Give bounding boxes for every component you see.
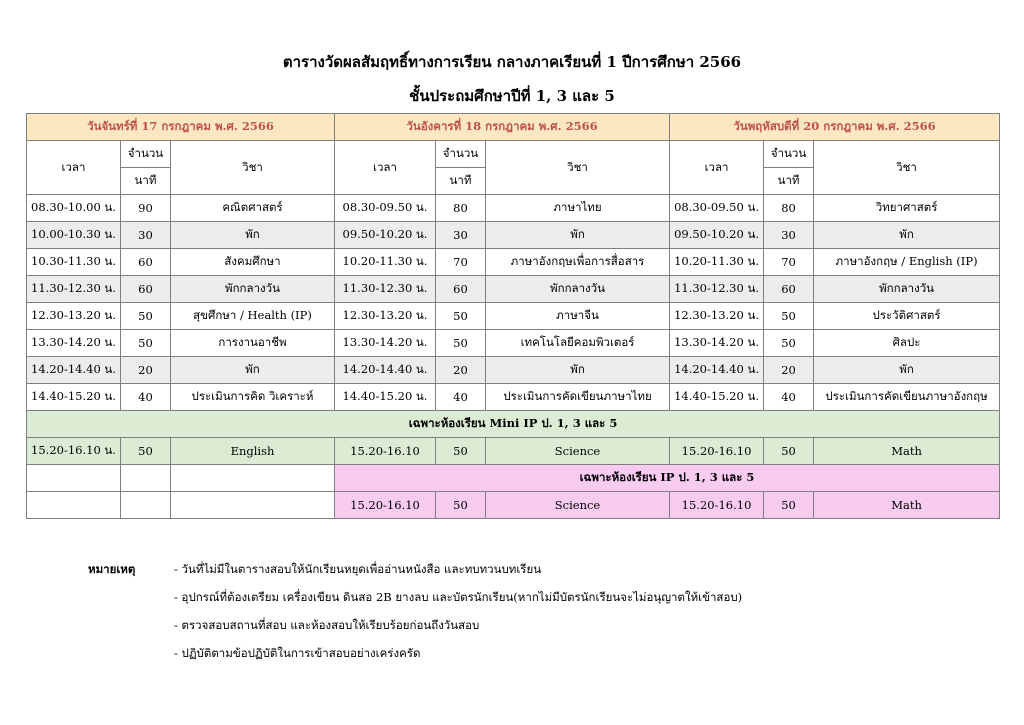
cell-time: 11.30-12.30 น. [335, 276, 436, 303]
cell-time: 09.50-10.20 น. [670, 222, 764, 249]
col-header-minutes: จำนวน [121, 141, 171, 168]
cell-time: 08.30-10.00 น. [27, 195, 121, 222]
cell-minutes: 60 [436, 276, 486, 303]
schedule-row [27, 276, 1000, 303]
cell-subject: Science [486, 492, 670, 519]
cell-minutes: 40 [121, 384, 171, 411]
col-header-minutes-unit: นาที [121, 168, 171, 195]
empty-cell [171, 492, 335, 519]
cell-time: 10.20-11.30 น. [670, 249, 764, 276]
cell-subject: พัก [486, 357, 670, 384]
cell-time: 08.30-09.50 น. [335, 195, 436, 222]
empty-cell [27, 492, 121, 519]
cell-time: 09.50-10.20 น. [335, 222, 436, 249]
cell-time: 13.30-14.20 น. [27, 330, 121, 357]
ip-heading: เฉพาะห้องเรียน IP ป. 1, 3 และ 5 [335, 465, 1000, 492]
cell-subject: ภาษาไทย [486, 195, 670, 222]
col-header-minutes-unit: นาที [436, 168, 486, 195]
cell-time: 12.30-13.20 น. [27, 303, 121, 330]
cell-minutes: 40 [764, 384, 814, 411]
cell-subject: สุขศึกษา / Health (IP) [171, 303, 335, 330]
empty-cell [121, 465, 171, 492]
mini-ip-heading-row [27, 411, 1000, 438]
cell-subject: พัก [814, 222, 1000, 249]
cell-minutes: 30 [436, 222, 486, 249]
cell-minutes: 50 [121, 330, 171, 357]
cell-minutes: 50 [436, 330, 486, 357]
cell-subject: ภาษาจีน [486, 303, 670, 330]
cell-minutes: 80 [764, 195, 814, 222]
cell-time: 11.30-12.30 น. [670, 276, 764, 303]
cell-time: 10.30-11.30 น. [27, 249, 121, 276]
cell-time: 12.30-13.20 น. [335, 303, 436, 330]
cell-time: 13.30-14.20 น. [335, 330, 436, 357]
day-header: วันอังคารที่ 18 กรกฎาคม พ.ศ. 2566 [335, 114, 670, 141]
cell-subject: พักกลางวัน [171, 276, 335, 303]
exam-schedule-table [26, 113, 1000, 519]
col-header-minutes-unit: นาที [764, 168, 814, 195]
cell-minutes: 80 [436, 195, 486, 222]
col-header-time: เวลา [27, 141, 121, 195]
cell-subject: สังคมศึกษา [171, 249, 335, 276]
cell-time: 14.40-15.20 น. [335, 384, 436, 411]
cell-minutes: 50 [764, 303, 814, 330]
note-item: - ปฏิบัติตามข้อปฏิบัติในการเข้าสอบอย่างเคร่งครัด [174, 646, 421, 660]
schedule-row [27, 384, 1000, 411]
cell-time: 14.40-15.20 น. [27, 384, 121, 411]
document-subtitle: ชั้นประถมศึกษาปีที่ 1, 3 และ 5 [409, 87, 615, 105]
document-title: ตารางวัดผลสัมฤทธิ์ทางการเรียน กลางภาคเรียนที่ 1 ปีการศึกษา 2566 [282, 53, 742, 71]
cell-minutes: 20 [436, 357, 486, 384]
cell-subject: พักกลางวัน [814, 276, 1000, 303]
col-header-subject: วิชา [486, 141, 670, 195]
empty-cell [27, 465, 121, 492]
cell-time: 11.30-12.30 น. [27, 276, 121, 303]
schedule-row [27, 330, 1000, 357]
cell-subject: วิทยาศาสตร์ [814, 195, 1000, 222]
cell-time: 15.20-16.10 น. [27, 438, 121, 465]
day-header: วันพฤหัสบดีที่ 20 กรกฎาคม พ.ศ. 2566 [670, 114, 1000, 141]
cell-time: 15.20-16.10 [335, 438, 436, 465]
col-header-time: เวลา [670, 141, 764, 195]
cell-minutes: 50 [764, 330, 814, 357]
cell-minutes: 50 [436, 492, 486, 519]
cell-subject: ประเมินการคัดเขียนภาษาไทย [486, 384, 670, 411]
cell-minutes: 30 [121, 222, 171, 249]
cell-minutes: 60 [764, 276, 814, 303]
cell-time: 12.30-13.20 น. [670, 303, 764, 330]
cell-subject: ภาษาอังกฤษ / English (IP) [814, 249, 1000, 276]
cell-subject: ประเมินการคัดเขียนภาษาอังกฤษ [814, 384, 1000, 411]
cell-subject: พัก [814, 357, 1000, 384]
col-header-subject: วิชา [814, 141, 1000, 195]
mini-ip-row [27, 438, 1000, 465]
cell-time: 14.20-14.40 น. [335, 357, 436, 384]
cell-subject: ศิลปะ [814, 330, 1000, 357]
cell-subject: ประวัติศาสตร์ [814, 303, 1000, 330]
cell-time: 15.20-16.10 [670, 492, 764, 519]
cell-time: 15.20-16.10 [670, 438, 764, 465]
cell-minutes: 50 [121, 303, 171, 330]
notes-label: หมายเหตุ [88, 562, 136, 576]
note-item: - อุปกรณ์ที่ต้องเตรียม เครื่องเขียน ดินสอ 2B ยางลบ และบัตรนักเรียน(หากไม่มีบัตรนักเรียนจะไม่อนุญาตให้เข้าสอบ) [174, 590, 743, 604]
cell-minutes: 90 [121, 195, 171, 222]
cell-time: 14.40-15.20 น. [670, 384, 764, 411]
cell-subject: พักกลางวัน [486, 276, 670, 303]
cell-subject: การงานอาชีพ [171, 330, 335, 357]
cell-minutes: 70 [764, 249, 814, 276]
note-item: - ตรวจสอบสถานที่สอบ และห้องสอบให้เรียบร้อยก่อนถึงวันสอบ [174, 618, 480, 632]
cell-subject: พัก [171, 222, 335, 249]
cell-subject: เทคโนโลยีคอมพิวเตอร์ [486, 330, 670, 357]
cell-minutes: 20 [764, 357, 814, 384]
cell-time: 14.20-14.40 น. [27, 357, 121, 384]
cell-time: 10.00-10.30 น. [27, 222, 121, 249]
cell-minutes: 60 [121, 249, 171, 276]
ip-row [27, 492, 1000, 519]
cell-minutes: 50 [436, 438, 486, 465]
ip-heading-row [27, 465, 1000, 492]
cell-subject: Science [486, 438, 670, 465]
cell-minutes: 30 [764, 222, 814, 249]
col-header-minutes: จำนวน [764, 141, 814, 168]
day-header: วันจันทร์ที่ 17 กรกฎาคม พ.ศ. 2566 [27, 114, 335, 141]
cell-subject: พัก [486, 222, 670, 249]
cell-time: 10.20-11.30 น. [335, 249, 436, 276]
mini-ip-heading: เฉพาะห้องเรียน Mini IP ป. 1, 3 และ 5 [27, 411, 1000, 438]
col-header-subject: วิชา [171, 141, 335, 195]
cell-subject: English [171, 438, 335, 465]
cell-subject: ประเมินการคิด วิเคราะห์ [171, 384, 335, 411]
cell-subject: Math [814, 438, 1000, 465]
cell-minutes: 60 [121, 276, 171, 303]
empty-cell [171, 465, 335, 492]
col-header-time: เวลา [335, 141, 436, 195]
cell-subject: คณิตศาสตร์ [171, 195, 335, 222]
schedule-row [27, 357, 1000, 384]
col-header-minutes: จำนวน [436, 141, 486, 168]
cell-subject: พัก [171, 357, 335, 384]
schedule-row [27, 249, 1000, 276]
cell-time: 14.20-14.40 น. [670, 357, 764, 384]
note-item: - วันที่ไม่มีในตารางสอบให้นักเรียนหยุดเพื่ออ่านหนังสือ และทบทวนบทเรียน [174, 562, 542, 576]
notes-list [174, 555, 742, 667]
empty-cell [121, 492, 171, 519]
cell-time: 08.30-09.50 น. [670, 195, 764, 222]
cell-subject: Math [814, 492, 1000, 519]
day-header-row [27, 114, 1000, 141]
cell-minutes: 50 [436, 303, 486, 330]
schedule-row [27, 195, 1000, 222]
cell-minutes: 70 [436, 249, 486, 276]
cell-minutes: 50 [121, 438, 171, 465]
cell-time: 15.20-16.10 [335, 492, 436, 519]
cell-minutes: 40 [436, 384, 486, 411]
column-header-row [27, 141, 1000, 168]
cell-minutes: 50 [764, 438, 814, 465]
cell-minutes: 20 [121, 357, 171, 384]
cell-time: 13.30-14.20 น. [670, 330, 764, 357]
schedule-row [27, 222, 1000, 249]
cell-subject: ภาษาอังกฤษเพื่อการสื่อสาร [486, 249, 670, 276]
cell-minutes: 50 [764, 492, 814, 519]
schedule-row [27, 303, 1000, 330]
